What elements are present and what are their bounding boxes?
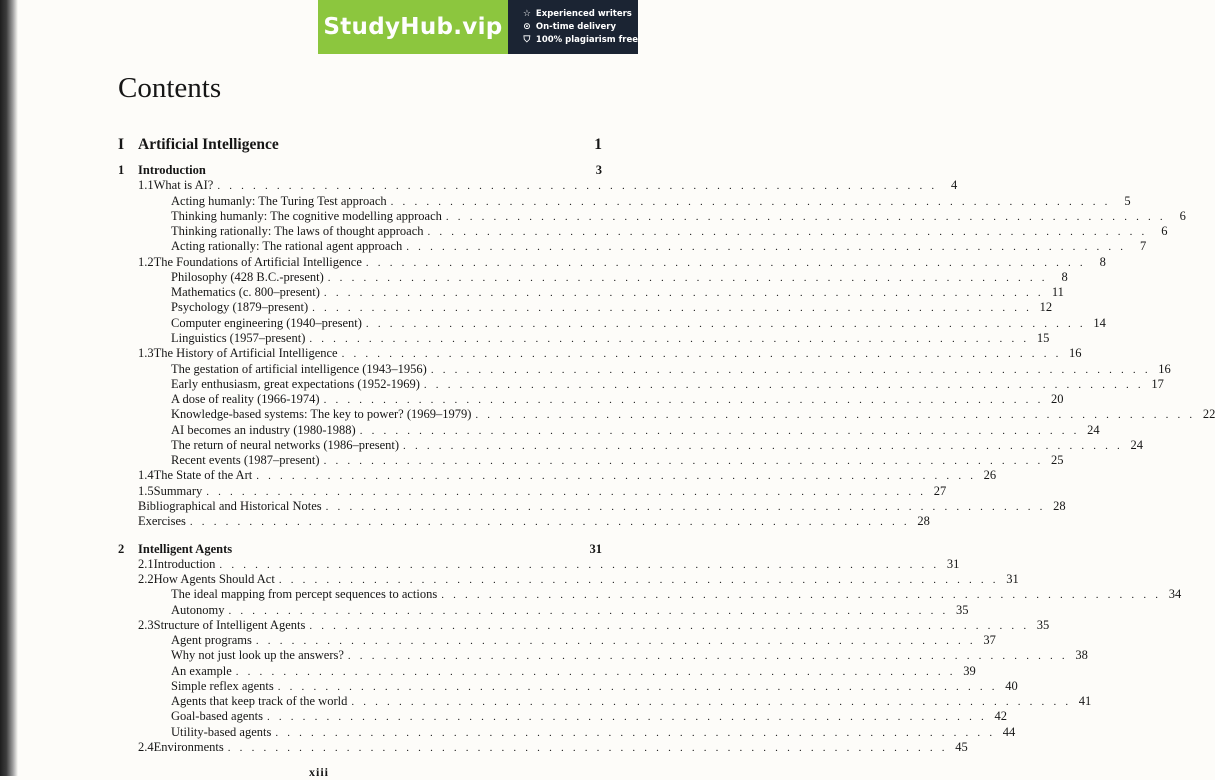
- toc-entry-section[interactable]: [138, 740, 968, 756]
- dot-leader: . . . . . . . . . . . . . . . . . . . . . . . . . . . . . . . . . . . . . . . . . . . . . . . . . . . . . . . . . . . . .: [277, 680, 998, 693]
- entry-page-number: 44: [1002, 724, 1016, 739]
- dot-leader: . . . . . . . . . . . . . . . . . . . . . . . . . . . . . . . . . . . . . . . . . . . . . . . . . . . . . . . . . . . . .: [255, 635, 976, 648]
- entry-page-number: 24: [1130, 437, 1143, 452]
- dot-leader: . . . . . . . . . . . . . . . . . . . . . . . . . . . . . . . . . . . . . . . . . . . . . . . . . . . . . . . . . . . . .: [323, 394, 1044, 406]
- entry-page-number: 39: [963, 663, 976, 678]
- entry-title: A dose of reality (1966-1974): [171, 392, 320, 406]
- page-title: Contents: [118, 72, 222, 104]
- entry-page-number: 25: [1051, 453, 1064, 468]
- dot-leader: . . . . . . . . . . . . . . . . . . . . . . . . . . . . . . . . . . . . . . . . . . . . . . . . . . . . . . . . . . . . .: [403, 439, 1123, 452]
- entry-page-number: 20: [1051, 392, 1064, 406]
- dot-leader: . . . . . . . . . . . . . . . . . . . . . . . . . . . . . . . . . . . . . . . . . . . . . . . . . . . . . . . . . . . . .: [266, 711, 987, 724]
- entry-page-number: 35: [955, 602, 969, 617]
- entry-title: Simple reflex agents: [171, 678, 274, 693]
- entry-title: Computer engineering (1940–present): [171, 315, 362, 330]
- dot-leader: . . . . . . . . . . . . . . . . . . . . . . . . . . . . . . . . . . . . . . . . . . . . . . . . . . . . . . . . . . . . .: [278, 574, 999, 586]
- dot-leader: . . . . . . . . . . . . . . . . . . . . . . . . . . . . . . . . . . . . . . . . . . . . . . . . . . . . . . . . . . . . .: [430, 363, 1151, 376]
- toc-entry-subsection[interactable]: [171, 724, 1016, 741]
- dot-leader: . . . . . . . . . . . . . . . . . . . . . . . . . . . . . . . . . . . . . . . . . . . . . . . . . . . . . . . . . . . . .: [341, 348, 1062, 361]
- entry-page-number: 40: [1005, 678, 1018, 693]
- dot-leader: . . . . . . . . . . . . . . . . . . . . . . . . . . . . . . . . . . . . . . . . . . . . . . . . . . . . . . . . . . . . .: [365, 317, 1086, 330]
- entry-page-number: 6: [1179, 208, 1186, 223]
- entry-title: Early enthusiasm, great expectations (1952-1969): [171, 376, 420, 391]
- entry-title: Introduction: [153, 556, 216, 571]
- entry-title: Linguistics (1957–present): [171, 331, 306, 345]
- entry-page-number: 8: [1099, 254, 1106, 269]
- dot-leader: . . . . . . . . . . . . . . . . . . . . . . . . . . . . . . . . . . . . . . . . . . . . . . . . . . . . . . . . . . . . .: [325, 500, 1046, 513]
- entry-page-number: 16: [1158, 361, 1171, 376]
- entry-title: The State of the Art: [153, 468, 253, 483]
- dot-leader: . . . . . . . . . . . . . . . . . . . . . . . . . . . . . . . . . . . . . . . . . . . . . . . . . . . . . . . . . . . . .: [323, 287, 1044, 300]
- toc-entry-subsection[interactable]: [171, 437, 1143, 454]
- entry-title: Knowledge-based systems: The key to power? (1969–1979): [171, 407, 472, 422]
- star-icon: ☆: [522, 9, 531, 19]
- dot-leader: . . . . . . . . . . . . . . . . . . . . . . . . . . . . . . . . . . . . . . . . . . . . . . . . . . . . . . . . . . . . .: [327, 271, 1048, 284]
- dot-leader: . . . . . . . . . . . . . . . . . . . . . . . . . . . . . . . . . . . . . . . . . . . . . . . . . . . . . . . . . . . . .: [347, 650, 1068, 663]
- entry-title: How Agents Should Act: [153, 572, 275, 586]
- entry-page-number: 35: [1036, 617, 1050, 632]
- toc-entry-subsection[interactable]: [171, 285, 1064, 301]
- entry-page-number: 45: [955, 740, 968, 754]
- toc-entry-subsection[interactable]: [171, 269, 1068, 286]
- entry-number: 2: [118, 541, 125, 556]
- dot-leader: . . . . . . . . . . . . . . . . . . . . . . . . . . . . . . . . . . . . . . . . . . . . . . . . . . . . . . . . . . . . .: [235, 665, 956, 678]
- entry-page-number: 31: [1006, 572, 1019, 586]
- entry-page-number: 22: [1202, 407, 1215, 422]
- entry-page-number: 17: [1151, 376, 1164, 391]
- entry-number: 2.2: [138, 572, 154, 586]
- entry-title: The return of neural networks (1986–present): [171, 437, 400, 452]
- toc-entry-section[interactable]: [138, 346, 1082, 362]
- entry-title: Summary: [153, 483, 203, 498]
- entry-page-number: 16: [1069, 346, 1082, 361]
- toc-entry-subsection[interactable]: [171, 663, 976, 680]
- entry-title: Agents that keep track of the world: [171, 694, 348, 709]
- toc-entry-section[interactable]: [138, 468, 997, 484]
- entry-page-number: 14: [1093, 315, 1106, 330]
- entry-number: 1: [118, 163, 125, 177]
- toc-entry-section[interactable]: [138, 483, 947, 500]
- toc-entry-subsection[interactable]: [171, 648, 1088, 664]
- dot-leader: . . . . . . . . . . . . . . . . . . . . . . . . . . . . . . . . . . . . . . . . . . . . . . . . . . . . . . . . . . . . .: [427, 226, 1148, 239]
- toc-entry-section[interactable]: [138, 556, 960, 573]
- toc-entry-subsection[interactable]: [171, 239, 1147, 255]
- entry-title: Thinking humanly: The cognitive modelling approach: [171, 208, 442, 223]
- dot-leader: . . . . . . . . . . . . . . . . . . . . . . . . . . . . . . . . . . . . . . . . . . . . . . . . . . . . . . . . . . . . .: [206, 485, 927, 498]
- entry-page-number: 12: [1039, 300, 1053, 315]
- toc-entry-chapter[interactable]: [118, 542, 602, 557]
- page-folio: xiii: [308, 765, 329, 779]
- entry-page-number: 31: [589, 541, 602, 556]
- entry-page-number: 41: [1078, 694, 1092, 709]
- dot-leader: . . . . . . . . . . . . . . . . . . . . . . . . . . . . . . . . . . . . . . . . . . . . . . . . . . . . . . . . . . . . .: [189, 516, 910, 529]
- part-number: I: [118, 136, 125, 153]
- dot-leader: . . . . . . . . . . . . . . . . . . . . . . . . . . . . . . . . . . . . . . . . . . . . . . . . . . . . . . . . . . . . .: [441, 589, 1162, 602]
- entry-page-number: 8: [1061, 269, 1068, 284]
- dot-leader: . . . . . . . . . . . . . . . . . . . . . . . . . . . . . . . . . . . . . . . . . . . . . . . . . . . . . . . . . . . . .: [309, 619, 1030, 632]
- dot-leader: . . . . . . . . . . . . . . . . . . . . . . . . . . . . . . . . . . . . . . . . . . . . . . . . . . . . . . . . . . . . .: [359, 424, 1080, 437]
- entry-page-number: 34: [1168, 587, 1182, 602]
- toc-entry-subsection[interactable]: [171, 694, 1092, 710]
- dot-leader: . . . . . . . . . . . . . . . . . . . . . . . . . . . . . . . . . . . . . . . . . . . . . . . . . . . . . . . . . . . . .: [219, 558, 940, 571]
- entry-page-number: 15: [1036, 331, 1050, 345]
- toc-entry-section[interactable]: [138, 178, 958, 194]
- toc-entry-subsection[interactable]: [171, 422, 1100, 439]
- entry-title: Why not just look up the answers?: [171, 648, 344, 663]
- dot-leader: . . . . . . . . . . . . . . . . . . . . . . . . . . . . . . . . . . . . . . . . . . . . . . . . . . . . . . . . . . . . .: [217, 180, 938, 193]
- entry-title: Bibliographical and Historical Notes: [138, 498, 322, 513]
- entry-title: Environments: [153, 740, 224, 754]
- toc-entry-subsection[interactable]: [171, 678, 1018, 695]
- toc-entry-subsection[interactable]: [171, 709, 1007, 725]
- entry-title: Intelligent Agents: [138, 541, 233, 556]
- brand-logo[interactable]: StudyHub.vip: [318, 0, 508, 54]
- entry-number: 1.2: [138, 254, 154, 269]
- dot-leader: . . . . . . . . . . . . . . . . . . . . . . . . . . . . . . . . . . . . . . . . . . . . . . . . . . . . . . . . . . . . .: [475, 409, 1196, 422]
- entry-number: 1.1: [138, 178, 154, 193]
- toc-entry-subsection[interactable]: [171, 407, 1215, 423]
- entry-title: Recent events (1987–present): [171, 453, 320, 468]
- dot-leader: . . . . . . . . . . . . . . . . . . . . . . . . . . . . . . . . . . . . . . . . . . . . . . . . . . . . . . . . . . . . .: [256, 470, 977, 483]
- entry-page-number: 37: [983, 633, 996, 648]
- entry-page-number: 11: [1051, 285, 1064, 300]
- dot-leader: . . . . . . . . . . . . . . . . . . . . . . . . . . . . . . . . . . . . . . . . . . . . . . . . . . . . . . . . . . . . .: [309, 333, 1030, 345]
- entry-page-number: 28: [917, 514, 930, 529]
- entry-title: Goal-based agents: [171, 709, 263, 724]
- feature-text: On-time delivery: [535, 22, 616, 32]
- toc-entry-subsection[interactable]: [171, 300, 1053, 316]
- toc-entry-subsection[interactable]: [171, 453, 1064, 469]
- entry-title: The History of Artificial Intelligence: [153, 346, 338, 361]
- toc-entry-subsection[interactable]: [171, 633, 996, 649]
- toc-entry-flush[interactable]: [138, 498, 1066, 515]
- entry-title: Autonomy: [171, 602, 225, 617]
- entry-title: Mathematics (c. 800–present): [171, 285, 320, 300]
- entry-title: The gestation of artificial intelligence (1943–1956): [171, 361, 427, 376]
- dot-leader: . . . . . . . . . . . . . . . . . . . . . . . . . . . . . . . . . . . . . . . . . . . . . . . . . . . . . . . . . . . . .: [406, 241, 1127, 254]
- toc-entry-section[interactable]: [138, 617, 1050, 634]
- entry-title: Thinking rationally: The laws of thought approach: [171, 224, 424, 239]
- entry-title: Exercises: [138, 514, 186, 529]
- entry-title: An example: [171, 663, 232, 678]
- feature-text: Experienced writers: [535, 9, 632, 19]
- entry-page-number: 7: [1139, 239, 1147, 254]
- entry-title: Structure of Intelligent Agents: [153, 617, 306, 632]
- toc-entry-subsection[interactable]: [171, 224, 1168, 240]
- toc-entry-subsection[interactable]: [171, 587, 1182, 603]
- toc-entry-subsection[interactable]: [171, 315, 1106, 332]
- dot-leader: . . . . . . . . . . . . . . . . . . . . . . . . . . . . . . . . . . . . . . . . . . . . . . . . . . . . . . . . . . . . .: [275, 726, 996, 739]
- toc-entry-chapter[interactable]: [118, 163, 602, 178]
- part-page: 1: [594, 136, 602, 153]
- toc-entry-flush[interactable]: [138, 514, 930, 530]
- dot-leader: . . . . . . . . . . . . . . . . . . . . . . . . . . . . . . . . . . . . . . . . . . . . . . . . . . . . . . . . . . . . .: [351, 696, 1072, 709]
- toc-entry-subsection[interactable]: [171, 361, 1171, 378]
- toc-entry-subsection[interactable]: [171, 376, 1164, 393]
- entry-title: Acting rationally: The rational agent approach: [171, 239, 403, 254]
- entry-page-number: 42: [994, 709, 1007, 724]
- entry-page-number: 31: [946, 556, 960, 571]
- entry-page-number: 24: [1087, 422, 1100, 437]
- entry-title: Philosophy (428 B.C.-present): [171, 269, 324, 284]
- toc-entry-subsection[interactable]: [171, 602, 969, 619]
- entry-number: 2.3: [138, 617, 154, 632]
- entry-title: Introduction: [138, 163, 206, 177]
- toc-entry-subsection[interactable]: [171, 208, 1186, 225]
- dot-leader: . . . . . . . . . . . . . . . . . . . . . . . . . . . . . . . . . . . . . . . . . . . . . . . . . . . . . . . . . . . . .: [227, 742, 948, 754]
- entry-number: 1.5: [138, 483, 154, 498]
- entry-number: 1.4: [138, 468, 154, 483]
- toc-entry-subsection[interactable]: [171, 193, 1131, 210]
- entry-title: The Foundations of Artificial Intelligence: [153, 254, 362, 269]
- entry-title: AI becomes an industry (1980-1988): [171, 422, 356, 437]
- toc-entry-subsection[interactable]: [171, 392, 1064, 408]
- dot-leader: . . . . . . . . . . . . . . . . . . . . . . . . . . . . . . . . . . . . . . . . . . . . . . . . . . . . . . . . . . . . .: [228, 604, 949, 617]
- dot-leader: . . . . . . . . . . . . . . . . . . . . . . . . . . . . . . . . . . . . . . . . . . . . . . . . . . . . . . . . . . . . .: [445, 210, 1166, 223]
- entry-title: Psychology (1879–present): [171, 300, 309, 315]
- dot-leader: . . . . . . . . . . . . . . . . . . . . . . . . . . . . . . . . . . . . . . . . . . . . . . . . . . . . . . . . . . . . .: [312, 302, 1033, 315]
- entry-title: Utility-based agents: [171, 724, 272, 739]
- dot-leader: . . . . . . . . . . . . . . . . . . . . . . . . . . . . . . . . . . . . . . . . . . . . . . . . . . . . . . . . . . . . .: [365, 256, 1086, 269]
- entry-number: 2.1: [138, 556, 154, 571]
- entry-title: The ideal mapping from percept sequences to actions: [171, 587, 438, 602]
- entry-page-number: 5: [1124, 193, 1131, 208]
- entry-number: 1.3: [138, 346, 154, 361]
- entry-page-number: 28: [1053, 498, 1066, 513]
- entry-page-number: 4: [951, 178, 958, 193]
- dot-leader: . . . . . . . . . . . . . . . . . . . . . . . . . . . . . . . . . . . . . . . . . . . . . . . . . . . . . . . . . . . . .: [323, 455, 1044, 468]
- dot-leader: . . . . . . . . . . . . . . . . . . . . . . . . . . . . . . . . . . . . . . . . . . . . . . . . . . . . . . . . . . . . .: [390, 195, 1111, 208]
- part-title: Artificial Intelligence: [138, 136, 279, 153]
- dot-leader: . . . . . . . . . . . . . . . . . . . . . . . . . . . . . . . . . . . . . . . . . . . . . . . . . . . . . . . . . . . . .: [423, 378, 1144, 391]
- entry-page-number: 38: [1075, 648, 1088, 663]
- entry-page-number: 6: [1161, 224, 1168, 239]
- entry-title: Acting humanly: The Turing Test approach: [171, 193, 387, 208]
- entry-title: Agent programs: [171, 633, 252, 648]
- toc-entry-section[interactable]: [138, 254, 1106, 271]
- toc-entry-subsection[interactable]: [171, 331, 1050, 347]
- entry-page-number: 26: [983, 468, 997, 483]
- entry-page-number: 27: [933, 483, 947, 498]
- entry-title: What is AI?: [153, 178, 214, 193]
- clock-icon: ⊙: [523, 22, 531, 32]
- entry-page-number: 3: [595, 163, 602, 177]
- shield-icon: ⛉: [523, 35, 531, 45]
- feature-text: 100% plagiarism free: [535, 35, 638, 45]
- toc-part-heading: [118, 137, 602, 152]
- entry-number: 2.4: [138, 740, 154, 754]
- toc-entry-section[interactable]: [138, 572, 1019, 588]
